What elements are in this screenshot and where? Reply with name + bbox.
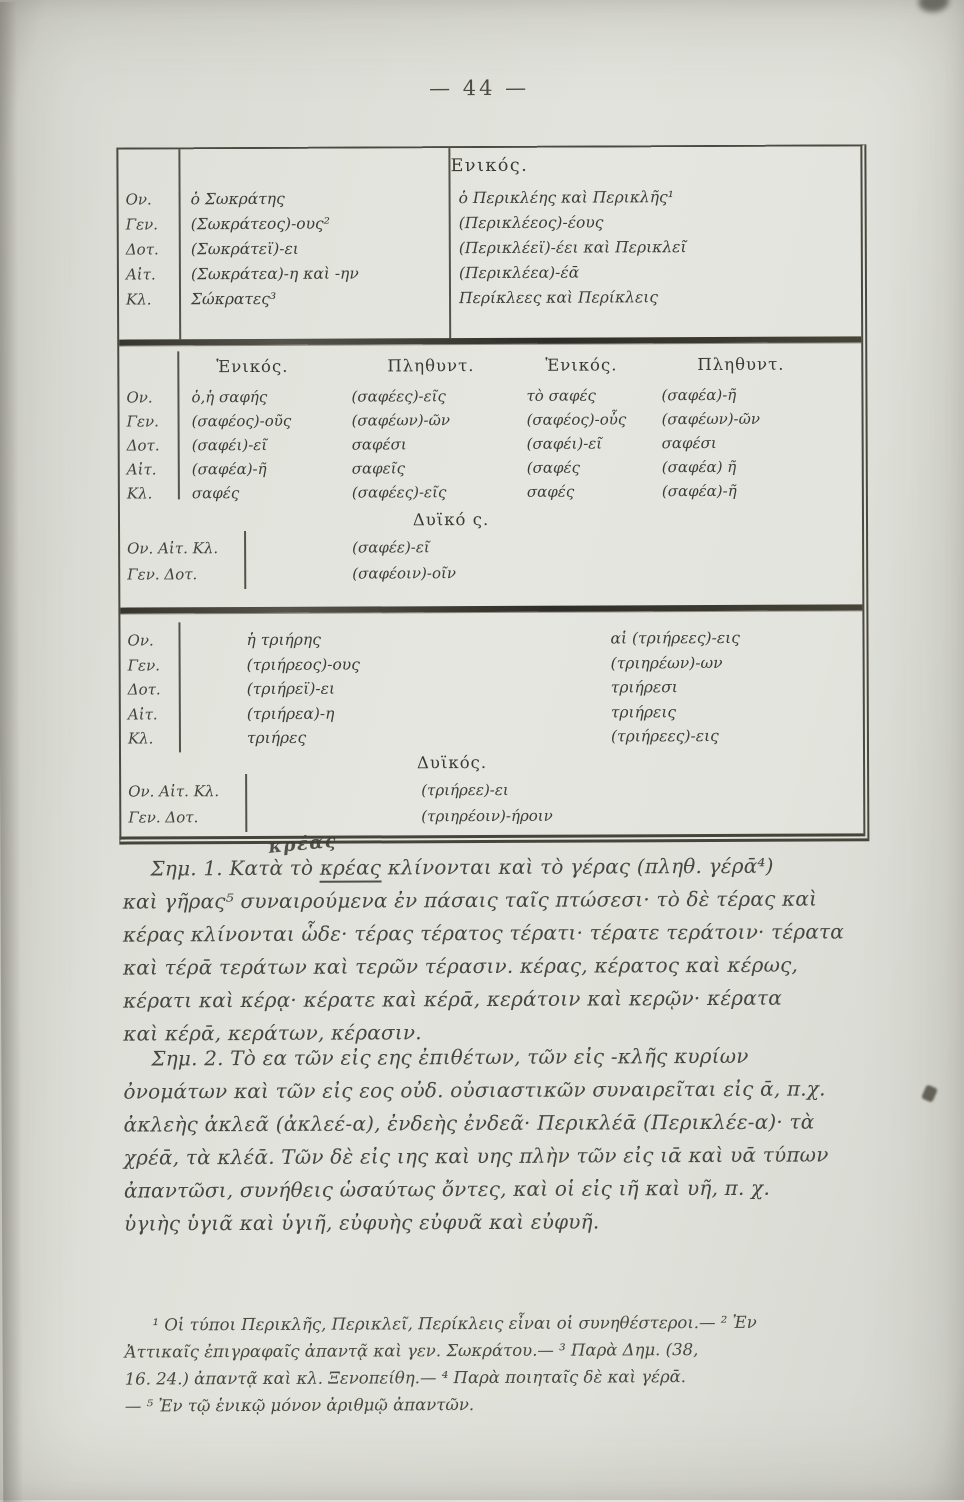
note-line: Σημ. 2. Τὸ εα τῶν εἰς εης ἐπιθέτων, τῶν εἰς -κλῆς κυρίων [151, 1043, 749, 1071]
section-socrates-pericles [118, 146, 861, 339]
footnotes [124, 1308, 882, 1419]
page-gutter-shadow [0, 2, 23, 1502]
note-line: ὑγιὴς ὑγιᾶ καὶ ὑγιῆ, εὐφυὴς εὐφυᾶ καὶ εὐφυῆ. [124, 1209, 600, 1236]
heading-plural: Πληθυντ. [697, 354, 785, 375]
table-rule-vertical [244, 531, 246, 589]
saphes-neut-singular-column: τὸ σαφές (σαφέος)-οὖς (σαφέι)-εῖ (σαφές σαφές [526, 386, 627, 501]
footnote-line: Ἀττικαῖς ἐπιγραφαῖς ἀπαντᾷ καὶ γεν. Σωκράτου.— ³ Παρὰ Δημ. (38, [124, 1340, 699, 1362]
saphes-neut-plural-column: (σαφέα)-ῆ (σαφέων)-ῶν σαφέσι (σαφέα) ῆ (σαφέα)-ῆ [661, 385, 761, 501]
heading-dual: Δυϊκός. [416, 752, 488, 773]
note-line: καὶ τέρᾱ τεράτων καὶ τερῶν τέρασιν. κέρας, κέρατος καὶ κέρως, [122, 952, 799, 980]
case-labels: Ον. Γεν. Δοτ. Αἰτ. Κλ. [127, 631, 161, 748]
table-rule-vertical [245, 774, 247, 832]
ink-mark-right-margin [921, 1084, 938, 1103]
dual-case-labels: Ον. Αἰτ. Κλ. Γεν. Δοτ. [127, 539, 219, 584]
note-text: Σημ. 1. Κατὰ τὸ [150, 855, 320, 881]
trieres-singular-column: ἡ τριήρης (τριήρεος)-ους (τριήρεϊ)-ει (τριήρεα)-η τριήρες [246, 630, 360, 748]
saphes-rows [119, 382, 862, 505]
section-saphes [119, 342, 862, 607]
note-line: ἀπαντῶσι, συνήθεις ὡσαύτως ὄντες, καὶ οἱ εἰς ιῆ καὶ υῆ, π. χ. [123, 1175, 771, 1203]
heading-singular: Ἑνικός. [545, 355, 618, 375]
note-line [122, 849, 882, 885]
socrates-pericles-rows [119, 184, 862, 312]
section-trieres [120, 611, 863, 844]
pericles-forms-column: ὁ Περικλέης καὶ Περικλῆς¹ (Περικλέεος)-έους (Περικλέεϊ)-έει καὶ Περικλεῖ (Περικλέεα)-έᾱ Περίκλεες καὶ Περίκλεις [458, 188, 687, 308]
declension-table [116, 144, 869, 844]
note-text: κλίνονται καὶ τὸ γέρας (πληθ. γέρᾱ⁴) [381, 853, 774, 880]
saphes-masc-singular-column: ὁ,ἡ σαφής (σαφέος)-οῦς (σαφέι)-εῖ (σαφέα)-ῆ σαφές [191, 387, 292, 503]
trieres-rows [120, 625, 863, 751]
handwritten-annotation: κρέας [267, 830, 338, 858]
socrates-forms-column: ὁ Σωκράτης (Σωκράτεος)-ους² (Σωκράτεϊ)-ει (Σωκράτεα)-η καὶ -ην Σώκρατες³ [190, 189, 359, 309]
note-line: κέρας κλίνονται ὧδε· τέρας τέρατος τέρατι· τέρατε τεράτοιν· τέρατα [122, 919, 845, 947]
note-line: ἀκλεὴς ἀκλεᾶ (ἀκλεέ-α), ἐνδεὴς ἐνδεᾶ· Περικλέᾱ (Περικλέε-α)· τὰ [123, 1109, 815, 1137]
heading-singular: Ἑνικός. [216, 356, 289, 377]
footnote-line: — ⁵ Ἐν τῷ ἑνικῷ μόνον ἀριθμῷ ἀπαντῶν. [124, 1395, 475, 1416]
footnote-line: ¹ Οἱ τύποι Περικλῆς, Περικλεῖ, Περίκλεις εἶναι οἱ συνηθέστεροι.— ² Ἐν [152, 1312, 757, 1335]
note-line: ὀνομάτων καὶ τῶν εἰς εος οὐδ. οὐσιαστικῶν συναιρεῖται εἰς ᾱ, π.χ. [123, 1076, 826, 1104]
underlined-word: κρέας [320, 855, 381, 882]
note-line: καὶ κέρᾱ, κεράτων, κέρασιν. [123, 1020, 422, 1046]
trieres-dual-forms: (τριήρεε)-ει (τριηρέοιν)-ήροιν [421, 780, 553, 826]
case-labels: Ον. Γεν. Δοτ. Αἰτ. Κλ. [126, 388, 160, 503]
case-labels: Ον. Γεν. Δοτ. Αἰτ. Κλ. [125, 190, 159, 309]
note-line: καὶ γῆρας⁵ συναιρούμενα ἐν πάσαις ταῖς πτώσεσι· τὸ δὲ τέρας καὶ [122, 886, 818, 914]
trieres-plural-column: αἱ (τριήρεες)-εις (τριηρέων)-ων τριήρεσι τριήρεις (τριήρεες)-εις [610, 628, 740, 746]
note-2 [123, 1039, 884, 1240]
note-line: χρέᾱ, τὰ κλέᾱ. Τῶν δὲ εἰς ιης καὶ υης πλὴν τῶν εἰς ιᾱ καὶ υᾱ τύπων [123, 1142, 829, 1170]
heading-singular: Ενικός. [450, 155, 529, 177]
dual-case-labels: Ον. Αἰτ. Κλ. Γεν. Δοτ. [128, 782, 220, 827]
footnote-line: 16. 24.) ἀπαντᾷ καὶ κλ. Ξενοπείθη.— ⁴ Παρὰ ποιηταῖς δὲ καὶ γέρᾱ. [124, 1367, 687, 1389]
heading-plural: Πληθυντ. [387, 356, 475, 376]
saphes-dual-forms: (σαφέε)-εῖ (σαφέοιν)-οῖν [352, 538, 457, 583]
scan-smudge-top-right [919, 0, 949, 12]
note-1 [122, 849, 883, 1050]
heading-dual: Δυϊκό ς. [412, 509, 490, 530]
page-number: — 44 — [429, 75, 530, 101]
saphes-masc-plural-column: (σαφέες)-εῖς (σαφέων)-ῶν σαφέσι σαφεῖς (σαφέες)-εῖς [351, 387, 451, 502]
note-line: κέρατι καὶ κέρᾳ· κέρατε καὶ κέρᾱ, κεράτοιν καὶ κερῷν· κέρατα [123, 985, 782, 1013]
